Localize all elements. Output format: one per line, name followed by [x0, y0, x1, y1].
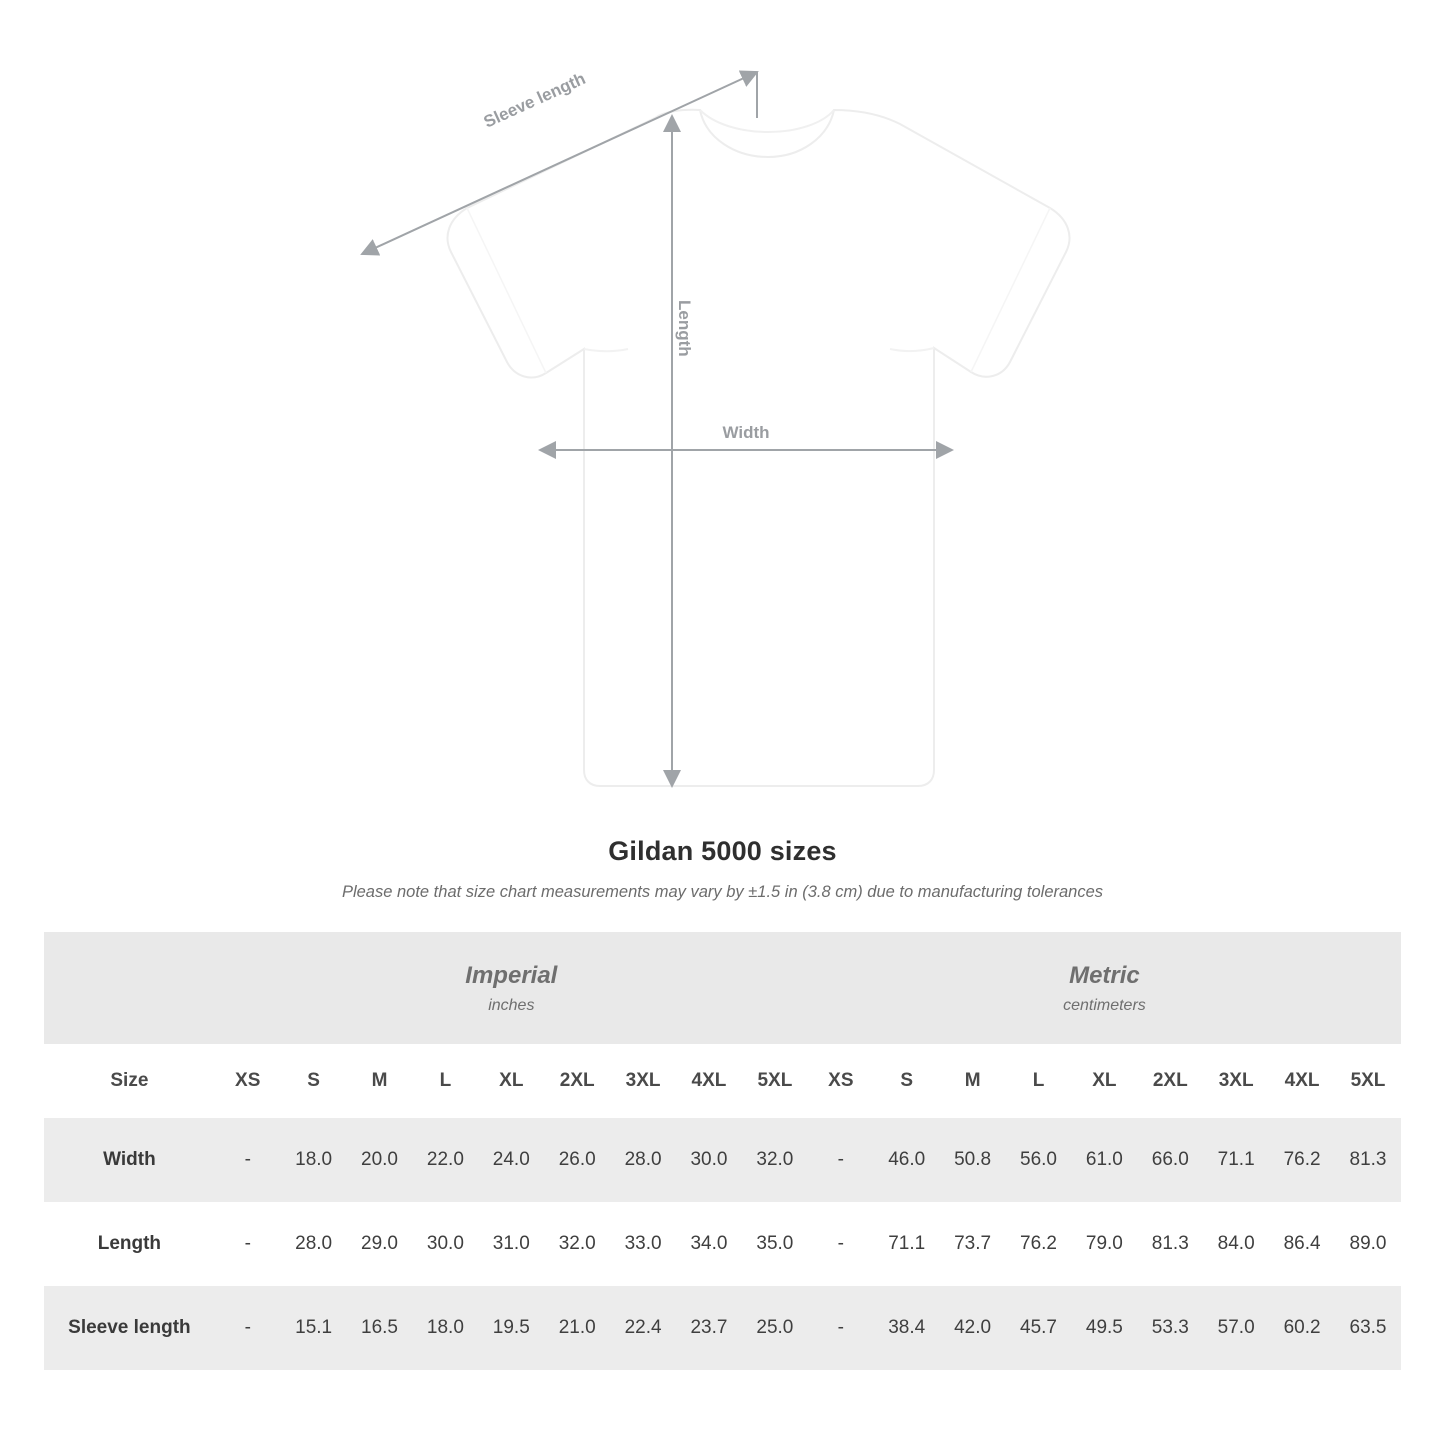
cell-width-metric-s: 46.0 [874, 1118, 940, 1202]
cell-length-metric-m: 73.7 [940, 1202, 1006, 1286]
cell-length-imperial-xl: 31.0 [478, 1202, 544, 1286]
size-header-metric-s: S [874, 1044, 940, 1118]
unit-imperial-cell [215, 932, 808, 1044]
size-header-imperial-2xl: 2XL [544, 1044, 610, 1118]
cell-length-metric-5xl: 89.0 [1335, 1202, 1401, 1286]
size-header-metric-xs: XS [808, 1044, 874, 1118]
cell-width-metric-xs: - [808, 1118, 874, 1202]
cell-length-metric-xs: - [808, 1202, 874, 1286]
size-header-imperial-5xl: 5XL [742, 1044, 808, 1118]
unit-imperial-name: Imperial [465, 962, 558, 989]
size-header-row [44, 1044, 1401, 1118]
cell-length-imperial-4xl: 34.0 [676, 1202, 742, 1286]
cell-sleeve-metric-m: 42.0 [940, 1286, 1006, 1370]
cell-width-metric-3xl: 71.1 [1203, 1118, 1269, 1202]
size-header-metric-m: M [940, 1044, 1006, 1118]
size-header-imperial-xs: XS [215, 1044, 281, 1118]
cell-width-metric-5xl: 81.3 [1335, 1118, 1401, 1202]
cell-width-metric-m: 50.8 [940, 1118, 1006, 1202]
cell-length-imperial-2xl: 32.0 [544, 1202, 610, 1286]
cell-sleeve-metric-4xl: 60.2 [1269, 1286, 1335, 1370]
cell-sleeve-metric-3xl: 57.0 [1203, 1286, 1269, 1370]
size-table-wrapper [44, 932, 1401, 1370]
cell-width-metric-xl: 61.0 [1071, 1118, 1137, 1202]
cell-length-imperial-s: 28.0 [281, 1202, 347, 1286]
cell-width-imperial-xl: 24.0 [478, 1118, 544, 1202]
cell-sleeve-imperial-xs: - [215, 1286, 281, 1370]
unit-header-row [44, 932, 1401, 1044]
cell-sleeve-imperial-3xl: 22.4 [610, 1286, 676, 1370]
table-row [44, 1202, 1401, 1286]
cell-sleeve-metric-s: 38.4 [874, 1286, 940, 1370]
length-label: Length [675, 300, 694, 357]
tshirt-shape [448, 110, 1070, 786]
cell-width-imperial-5xl: 32.0 [742, 1118, 808, 1202]
size-header-imperial-xl: XL [478, 1044, 544, 1118]
row-label-length: Length [44, 1202, 215, 1286]
unit-spacer-cell [44, 932, 215, 1044]
sleeve-length-label: Sleeve length [480, 68, 589, 132]
cell-width-imperial-l: 22.0 [412, 1118, 478, 1202]
cell-sleeve-metric-2xl: 53.3 [1137, 1286, 1203, 1370]
cell-sleeve-metric-xl: 49.5 [1071, 1286, 1137, 1370]
cell-width-imperial-m: 20.0 [347, 1118, 413, 1202]
size-header-metric-l: L [1006, 1044, 1072, 1118]
size-chart-table [44, 932, 1401, 1370]
cell-sleeve-imperial-m: 16.5 [347, 1286, 413, 1370]
cell-width-imperial-xs: - [215, 1118, 281, 1202]
cell-length-metric-xl: 79.0 [1071, 1202, 1137, 1286]
cell-sleeve-imperial-5xl: 25.0 [742, 1286, 808, 1370]
unit-metric-sub: centimeters [1063, 997, 1146, 1014]
size-header-imperial-m: M [347, 1044, 413, 1118]
size-header-metric-2xl: 2XL [1137, 1044, 1203, 1118]
cell-length-metric-3xl: 84.0 [1203, 1202, 1269, 1286]
cell-width-metric-4xl: 76.2 [1269, 1118, 1335, 1202]
cell-width-imperial-3xl: 28.0 [610, 1118, 676, 1202]
cell-length-imperial-m: 29.0 [347, 1202, 413, 1286]
cell-sleeve-metric-5xl: 63.5 [1335, 1286, 1401, 1370]
cell-length-imperial-3xl: 33.0 [610, 1202, 676, 1286]
unit-metric-name: Metric [1069, 962, 1140, 989]
size-header-metric-3xl: 3XL [1203, 1044, 1269, 1118]
width-label: Width [722, 423, 770, 442]
size-header-label: Size [44, 1044, 215, 1118]
cell-sleeve-imperial-s: 15.1 [281, 1286, 347, 1370]
size-header-metric-4xl: 4XL [1269, 1044, 1335, 1118]
cell-length-metric-l: 76.2 [1006, 1202, 1072, 1286]
cell-sleeve-imperial-2xl: 21.0 [544, 1286, 610, 1370]
table-row [44, 1286, 1401, 1370]
cell-sleeve-imperial-4xl: 23.7 [676, 1286, 742, 1370]
unit-imperial-sub: inches [488, 997, 535, 1014]
cell-length-metric-2xl: 81.3 [1137, 1202, 1203, 1286]
cell-length-metric-s: 71.1 [874, 1202, 940, 1286]
size-header-metric-xl: XL [1071, 1044, 1137, 1118]
cell-sleeve-imperial-xl: 19.5 [478, 1286, 544, 1370]
cell-length-metric-4xl: 86.4 [1269, 1202, 1335, 1286]
size-header-imperial-s: S [281, 1044, 347, 1118]
cell-width-metric-2xl: 66.0 [1137, 1118, 1203, 1202]
cell-width-imperial-2xl: 26.0 [544, 1118, 610, 1202]
cell-sleeve-imperial-l: 18.0 [412, 1286, 478, 1370]
cell-sleeve-metric-l: 45.7 [1006, 1286, 1072, 1370]
cell-length-imperial-l: 30.0 [412, 1202, 478, 1286]
cell-width-imperial-4xl: 30.0 [676, 1118, 742, 1202]
unit-metric-cell [808, 932, 1401, 1044]
size-header-metric-5xl: 5XL [1335, 1044, 1401, 1118]
size-header-imperial-3xl: 3XL [610, 1044, 676, 1118]
row-label-width: Width [44, 1118, 215, 1202]
table-row [44, 1118, 1401, 1202]
row-label-sleeve-length: Sleeve length [44, 1286, 215, 1370]
size-header-imperial-4xl: 4XL [676, 1044, 742, 1118]
page-title: Gildan 5000 sizes [608, 836, 837, 866]
cell-width-metric-l: 56.0 [1006, 1118, 1072, 1202]
cell-sleeve-metric-xs: - [808, 1286, 874, 1370]
cell-width-imperial-s: 18.0 [281, 1118, 347, 1202]
tolerance-note: Please note that size chart measurements may vary by ±1.5 in (3.8 cm) due to manufacturing tolerances [341, 883, 1104, 901]
cell-length-imperial-xs: - [215, 1202, 281, 1286]
cell-length-imperial-5xl: 35.0 [742, 1202, 808, 1286]
size-header-imperial-l: L [412, 1044, 478, 1118]
title-block [0, 836, 1445, 902]
